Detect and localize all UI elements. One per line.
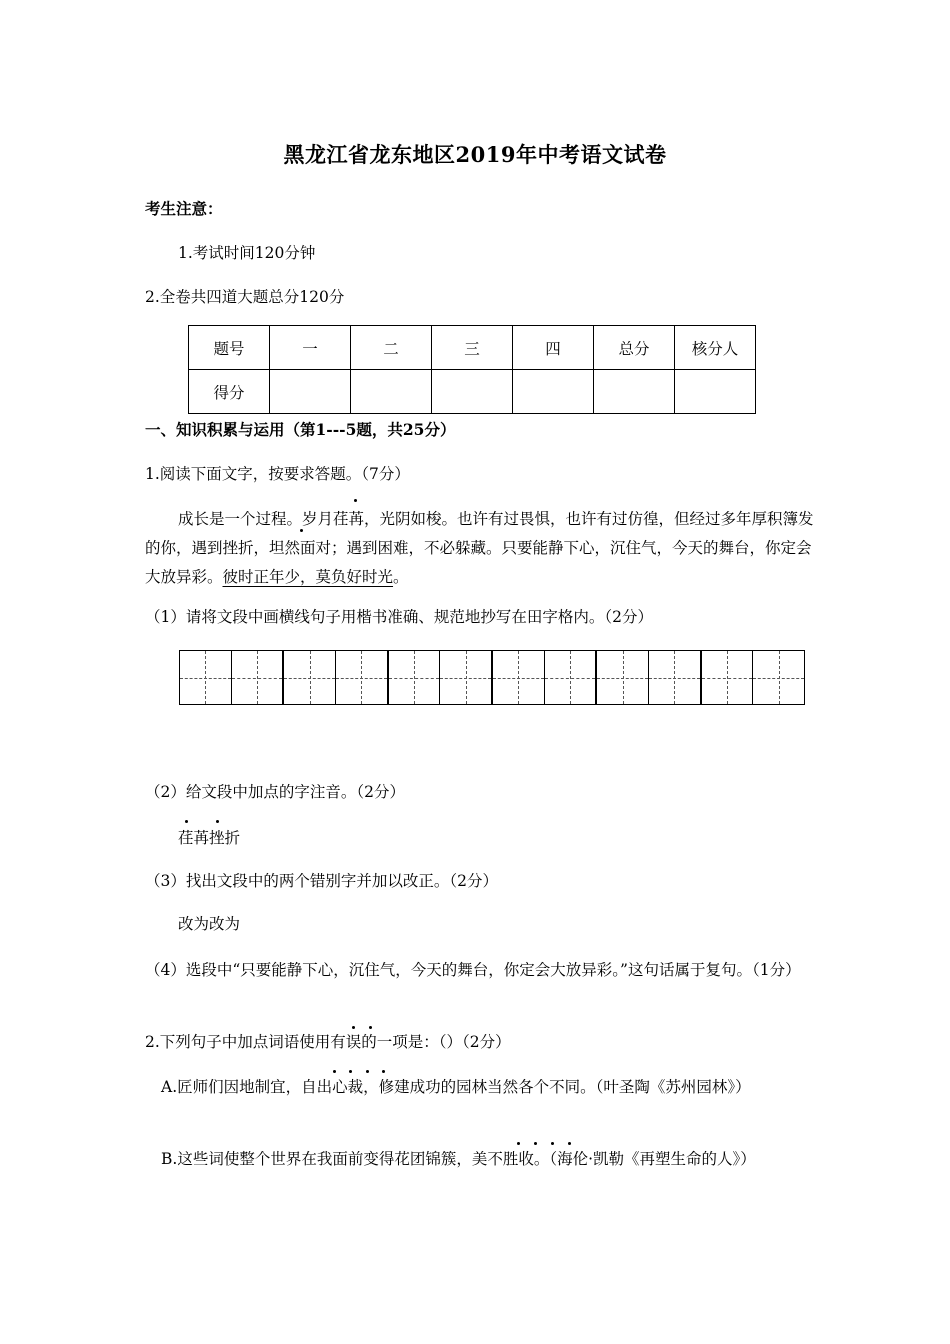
q2-option-b: B.这些词使整个世界在我面前变得花团锦簇，美不胜收。（海伦·凯勒《再塑生命的人》） (161, 1150, 756, 1168)
q1-sub2-answer: 荏苒挫折 (178, 829, 241, 847)
emphasis-dot (333, 1070, 336, 1073)
score-table-header: 四 (513, 326, 594, 370)
emphasis-dot (185, 820, 188, 823)
notice-item-2: 2.全卷共四道大题总分120分 (145, 288, 345, 306)
grid-cell[interactable] (180, 651, 232, 704)
emphasis-dot (300, 529, 303, 532)
q1-stem: 1.阅读下面文字，按要求答题。（7分） (145, 465, 410, 483)
grid-cell[interactable] (753, 651, 804, 704)
q1-sub4: （4）选段中“只要能静下心，沉住气，今天的舞台，你定会大放异彩。”这句话属于复句。（1分） (145, 961, 801, 979)
emphasis-dot (382, 1070, 385, 1073)
score-table-header: 核分人 (675, 326, 756, 370)
emphasis-dot (352, 1026, 355, 1029)
notice-heading: 考生注意： (145, 199, 223, 218)
tianzige-grid[interactable] (179, 650, 805, 705)
section-1-heading: 一、知识积累与运用（第1---5题，共25分） (145, 420, 456, 439)
grid-cell[interactable] (702, 651, 754, 704)
score-table-header: 三 (432, 326, 513, 370)
notice-item-1: 1.考试时间120分钟 (178, 244, 316, 262)
emphasis-dot (366, 1070, 369, 1073)
emphasis-dot (568, 1142, 571, 1145)
emphasis-dot (534, 1142, 537, 1145)
score-table-score-row (189, 370, 756, 414)
score-cell[interactable] (594, 370, 675, 414)
score-table-header: 总分 (594, 326, 675, 370)
score-cell[interactable] (351, 370, 432, 414)
q1-passage-end: 。 (393, 568, 409, 586)
q1-passage (145, 505, 815, 592)
page-title: 黑龙江省龙东地区2019年中考语文试卷 (283, 142, 667, 167)
score-cell[interactable] (513, 370, 594, 414)
grid-cell[interactable] (597, 651, 649, 704)
emphasis-dot (216, 820, 219, 823)
grid-cell[interactable] (545, 651, 598, 704)
grid-cell[interactable] (649, 651, 702, 704)
score-cell[interactable] (270, 370, 351, 414)
emphasis-dot (551, 1142, 554, 1145)
grid-cell[interactable] (284, 651, 336, 704)
q1-passage-text: 成长是一个过程。岁月荏苒，光阴如梭。也许有过畏惧，也许有过仿徨，但经过多年厚积簿发的你，遇到挫折，坦然面对；遇到困难，不必躲藏。只要能静下心，沉住气，今天的舞台，你定会大放异彩。 (145, 510, 814, 586)
q1-sub2: （2）给文段中加点的字注音。（2分） (145, 783, 405, 801)
emphasis-dot (354, 499, 357, 502)
grid-cell[interactable] (440, 651, 493, 704)
score-cell[interactable] (432, 370, 513, 414)
score-table-header: 二 (351, 326, 432, 370)
emphasis-dot (517, 1142, 520, 1145)
score-table-header: 题号 (189, 326, 270, 370)
grid-cell[interactable] (389, 651, 441, 704)
score-row-label: 得分 (189, 370, 270, 414)
grid-cell[interactable] (493, 651, 545, 704)
q1-underlined-sentence: 彼时正年少，莫负好时光 (222, 568, 394, 586)
emphasis-dot (349, 1070, 352, 1073)
q2-option-a: A.匠师们因地制宜，自出心裁，修建成功的园林当然各个不同。（叶圣陶《苏州园林》） (161, 1078, 751, 1096)
score-cell[interactable] (675, 370, 756, 414)
score-table (188, 325, 756, 414)
grid-cell[interactable] (336, 651, 389, 704)
emphasis-dot (369, 1026, 372, 1029)
q1-sub3: （3）找出文段中的两个错别字并加以改正。（2分） (145, 872, 498, 890)
score-table-header-row (189, 326, 756, 370)
q2-stem: 2.下列句子中加点词语使用有误的一项是：（）（2分） (145, 1033, 511, 1051)
q1-sub1: （1）请将文段中画横线句子用楷书准确、规范地抄写在田字格内。（2分） (145, 608, 653, 626)
grid-cell[interactable] (232, 651, 285, 704)
score-table-header: 一 (270, 326, 351, 370)
q1-sub3-answer: 改为改为 (178, 915, 241, 933)
